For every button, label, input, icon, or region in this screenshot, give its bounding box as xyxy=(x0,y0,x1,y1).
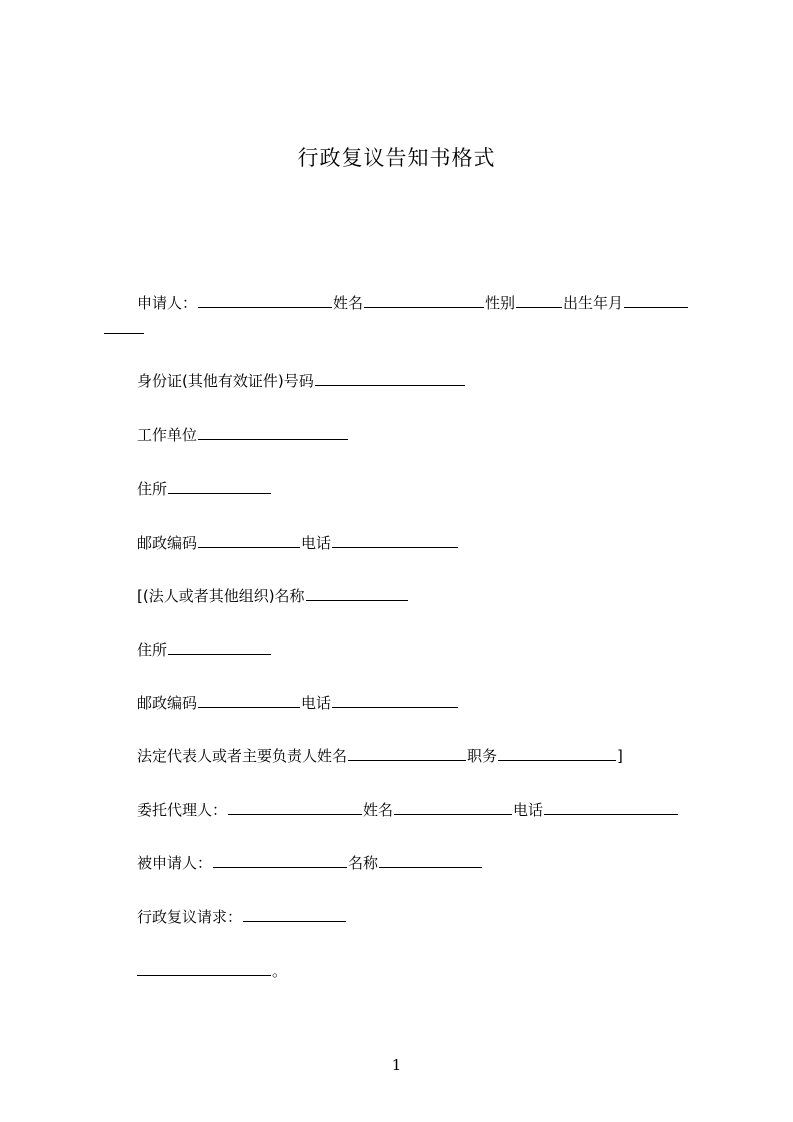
respondent-label: 被申请人： xyxy=(137,854,213,872)
agent-blank[interactable] xyxy=(228,799,362,815)
org-label: [(法人或者其他组织)名称 xyxy=(137,587,305,605)
respondent-blank[interactable] xyxy=(213,852,347,868)
agent-name-label: 姓名 xyxy=(363,801,394,819)
org-blank[interactable] xyxy=(306,585,408,601)
request-row xyxy=(137,906,347,926)
agent-phone-label: 电话 xyxy=(513,801,544,819)
position-blank[interactable] xyxy=(498,745,616,761)
phone-blank[interactable] xyxy=(332,532,458,548)
address-blank-2[interactable] xyxy=(168,639,271,655)
work-label: 工作单位 xyxy=(137,426,198,444)
phone-blank-2[interactable] xyxy=(332,692,458,708)
legal-rep-label: 法定代表人或者主要负责人姓名 xyxy=(137,747,348,765)
postcode-row xyxy=(137,532,459,552)
address-blank[interactable] xyxy=(168,478,271,494)
agent-row xyxy=(137,799,679,819)
birth-blank[interactable] xyxy=(624,292,688,308)
bracket-close: ] xyxy=(617,747,623,765)
agent-label: 委托代理人： xyxy=(137,801,228,819)
applicant-label: 申请人： xyxy=(137,294,198,312)
work-blank[interactable] xyxy=(198,424,348,440)
address-label-2: 住所 xyxy=(137,641,168,659)
gender-blank[interactable] xyxy=(516,292,562,308)
applicant-blank[interactable] xyxy=(198,292,332,308)
document-title: 行政复议告知书格式 xyxy=(297,146,496,170)
postcode-label-2: 邮政编码 xyxy=(137,694,198,712)
legal-rep-row xyxy=(137,745,623,765)
birth-blank-continued[interactable] xyxy=(104,332,144,334)
page-number: 1 xyxy=(391,1056,402,1074)
position-label: 职务 xyxy=(467,747,498,765)
phone-label-2: 电话 xyxy=(301,694,332,712)
applicant-row xyxy=(137,292,689,312)
id-row xyxy=(137,370,466,390)
name-blank[interactable] xyxy=(364,292,484,308)
respondent-name-blank[interactable] xyxy=(379,852,482,868)
birth-label: 出生年月 xyxy=(563,294,624,312)
phone-label: 电话 xyxy=(301,534,332,552)
address-row-2 xyxy=(137,639,272,659)
gender-label: 性别 xyxy=(485,294,516,312)
name-label: 姓名 xyxy=(333,294,364,312)
id-label: 身份证(其他有效证件)号码 xyxy=(137,372,314,390)
address-label: 住所 xyxy=(137,480,168,498)
postcode-label: 邮政编码 xyxy=(137,534,198,552)
legal-rep-blank[interactable] xyxy=(348,745,466,761)
respondent-row xyxy=(137,852,483,872)
request-continuation-blank[interactable] xyxy=(137,960,271,976)
request-label: 行政复议请求： xyxy=(137,908,243,926)
agent-phone-blank[interactable] xyxy=(544,799,678,815)
request-continuation-row xyxy=(137,960,287,980)
address-row xyxy=(137,478,272,498)
postcode-blank[interactable] xyxy=(198,532,300,548)
id-blank[interactable] xyxy=(315,370,465,386)
request-blank[interactable] xyxy=(243,906,346,922)
postcode-row-2 xyxy=(137,692,459,712)
work-row xyxy=(137,424,349,444)
agent-name-blank[interactable] xyxy=(394,799,512,815)
org-row xyxy=(137,585,409,605)
respondent-name-label: 名称 xyxy=(348,854,379,872)
end-mark: 。 xyxy=(272,962,288,980)
postcode-blank-2[interactable] xyxy=(198,692,300,708)
